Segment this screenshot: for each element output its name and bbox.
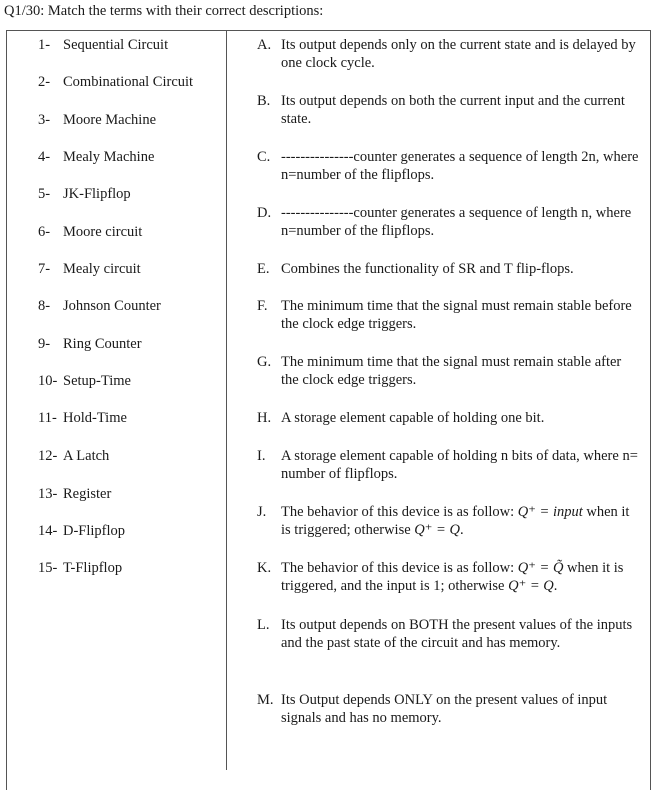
- term-label: JK-Flipflop: [63, 186, 131, 202]
- description-item: [257, 409, 642, 427]
- term-item: [38, 522, 125, 540]
- text-segment: .: [459, 522, 464, 538]
- description-letter: B.: [257, 93, 271, 109]
- term-number: 2-: [38, 74, 51, 90]
- description-text: [281, 559, 642, 595]
- equation: Q⁺ = Q: [414, 522, 460, 538]
- term-label: Register: [63, 486, 112, 502]
- description-letter: L.: [257, 617, 270, 633]
- term-item: [38, 111, 156, 129]
- description-letter: K.: [257, 560, 272, 576]
- term-number: 10-: [38, 373, 58, 389]
- question-title: Q1/30: Match the terms with their correct descriptions:: [4, 3, 324, 19]
- term-label: Mealy Machine: [63, 149, 155, 165]
- term-item: [38, 297, 161, 315]
- term-item: [38, 335, 142, 353]
- term-label: Johnson Counter: [63, 298, 161, 314]
- term-item: [38, 36, 168, 54]
- term-item: [38, 447, 109, 465]
- description-letter: C.: [257, 149, 271, 165]
- term-number: 5-: [38, 186, 51, 202]
- term-number: 15-: [38, 560, 58, 576]
- term-item: [38, 260, 141, 278]
- term-label: T-Flipflop: [63, 560, 123, 576]
- term-label: Combinational Circuit: [63, 74, 194, 90]
- description-letter: E.: [257, 261, 270, 277]
- term-number: 9-: [38, 336, 51, 352]
- description-item: [257, 447, 642, 483]
- description-text: Its Output depends ONLY on the present values of input signals and has no memory.: [281, 692, 608, 726]
- term-item: [38, 409, 127, 427]
- description-text: A storage element capable of holding n bits of data, where n= number of flipflops.: [281, 448, 638, 482]
- description-letter: G.: [257, 354, 272, 370]
- description-text: Combines the functionality of SR and T flip-flops.: [281, 261, 574, 277]
- term-number: 4-: [38, 149, 51, 165]
- description-item: [257, 148, 642, 184]
- term-number: 3-: [38, 112, 51, 128]
- term-number: 13-: [38, 486, 58, 502]
- term-number: 7-: [38, 261, 51, 277]
- description-item: [257, 503, 642, 539]
- description-letter: I.: [257, 448, 266, 464]
- term-item: [38, 185, 131, 203]
- description-item: [257, 92, 642, 128]
- text-segment: The behavior of this device is as follow:: [281, 560, 518, 576]
- text-segment: .: [553, 578, 558, 594]
- description-text: A storage element capable of holding one bit.: [281, 410, 545, 426]
- term-item: [38, 223, 142, 241]
- column-divider: [226, 30, 227, 770]
- text-segment: The behavior of this device is as follow:: [281, 504, 518, 520]
- description-text: [281, 503, 642, 539]
- description-text: Its output depends on BOTH the present values of the inputs and the past state of the circuit and has memory.: [281, 617, 633, 651]
- equation: Q⁺ = Q̃: [517, 560, 564, 576]
- description-item: [257, 204, 642, 240]
- equation: Q⁺ = input: [517, 504, 583, 520]
- equation: Q⁺ = Q: [508, 578, 554, 594]
- term-item: [38, 559, 122, 577]
- description-text: Its output depends on both the current input and the current state.: [281, 93, 625, 127]
- term-number: 6-: [38, 224, 51, 240]
- description-text: ---------------counter generates a sequence of length 2n, where n=number of the flipflops.: [281, 149, 639, 183]
- term-item: [38, 372, 131, 390]
- term-number: 12-: [38, 448, 58, 464]
- description-text: ---------------counter generates a sequence of length n, where n=number of the flipflops.: [281, 205, 632, 239]
- term-label: Mealy circuit: [63, 261, 141, 277]
- term-label: A Latch: [63, 448, 110, 464]
- description-letter: M.: [257, 692, 274, 708]
- text-segment: when it is triggered; otherwise: [281, 504, 630, 538]
- description-item: [257, 559, 642, 595]
- term-label: Moore Machine: [63, 112, 157, 128]
- description-letter: H.: [257, 410, 272, 426]
- term-number: 14-: [38, 523, 58, 539]
- description-item: [257, 260, 642, 278]
- term-item: [38, 73, 193, 91]
- term-number: 1-: [38, 37, 51, 53]
- description-item: [257, 297, 642, 333]
- term-label: Sequential Circuit: [63, 37, 169, 53]
- term-number: 8-: [38, 298, 51, 314]
- text-segment: when it is triggered, and the input is 1; otherwise: [281, 560, 624, 594]
- description-item: [257, 691, 642, 727]
- description-letter: F.: [257, 298, 268, 314]
- description-letter: J.: [257, 504, 267, 520]
- term-item: [38, 148, 154, 166]
- term-label: D-Flipflop: [63, 523, 126, 539]
- description-text: The minimum time that the signal must remain stable before the clock edge triggers.: [281, 298, 632, 332]
- term-label: Moore circuit: [63, 224, 143, 240]
- term-item: [38, 485, 111, 503]
- description-text: The minimum time that the signal must remain stable after the clock edge triggers.: [281, 354, 622, 388]
- description-item: [257, 353, 642, 389]
- description-item: [257, 616, 642, 652]
- description-item: [257, 36, 642, 72]
- description-text: Its output depends only on the current state and is delayed by one clock cycle.: [281, 37, 636, 71]
- description-letter: D.: [257, 205, 272, 221]
- term-label: Setup-Time: [63, 373, 131, 389]
- term-label: Hold-Time: [63, 410, 127, 426]
- term-label: Ring Counter: [63, 336, 142, 352]
- term-number: 11-: [38, 410, 57, 426]
- description-letter: A.: [257, 37, 272, 53]
